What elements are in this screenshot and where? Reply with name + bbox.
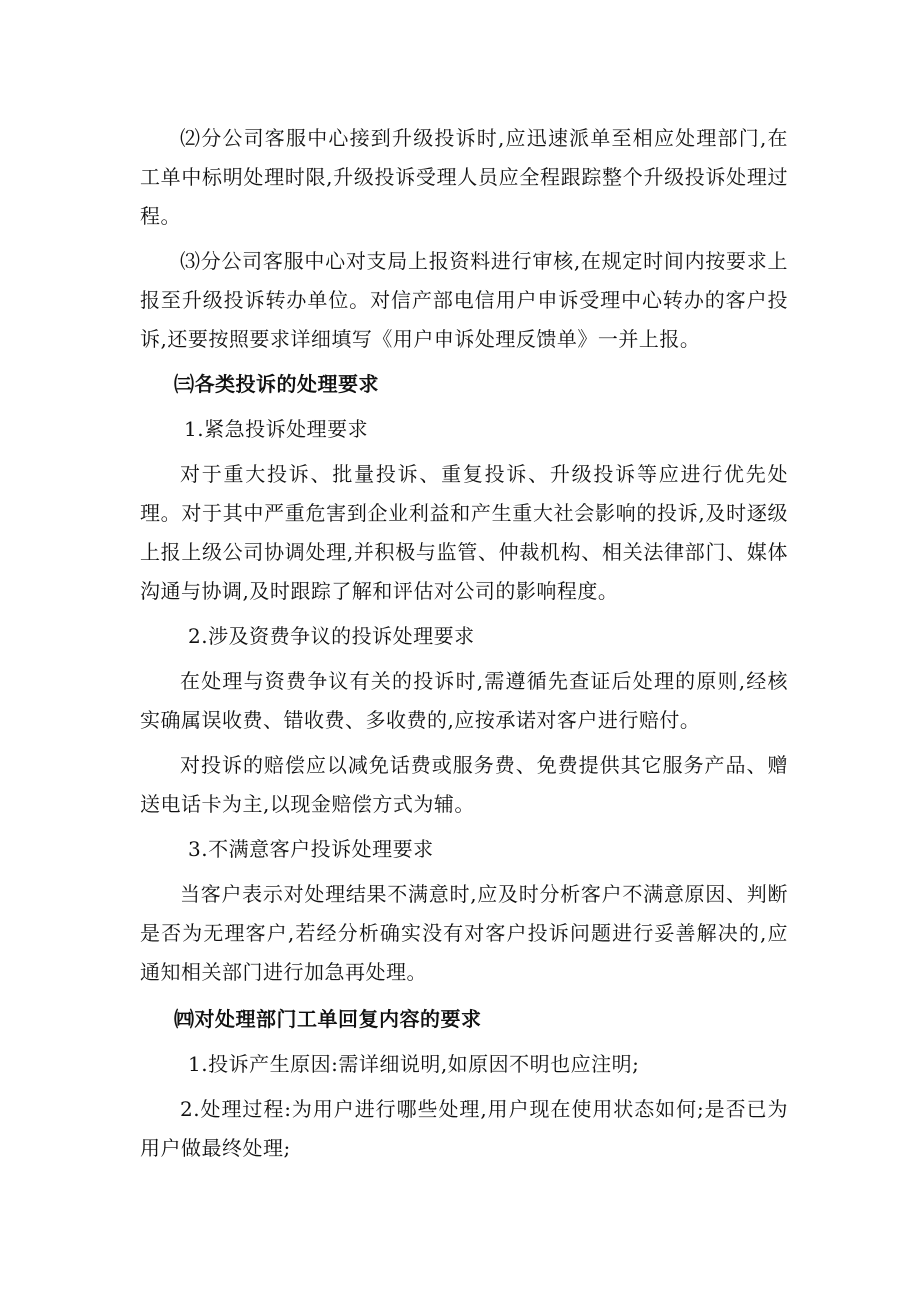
paragraph-urgent-complaints: 对于重大投诉、批量投诉、重复投诉、升级投诉等应进行优先处理。对于其中严重危害到企业利益和产生重大社会影响的投诉,及时逐级上报上级公司协调处理,并积极与监管、仲裁机构、相关法律部门、媒体沟通与协调,及时跟踪了解和评估对公司的影响程度。 [140, 462, 788, 603]
paragraph-unsatisfied-customers: 当客户表示对处理结果不满意时,应及时分析客户不满意原因、判断是否为无理客户,若经分析确实没有对客户投诉问题进行妥善解决的,应通知相关部门进行加急再处理。 [140, 882, 788, 984]
subheading-unsatisfied-customers: 3.不满意客户投诉处理要求 [188, 837, 434, 861]
paragraph-tariff-disputes: 在处理与资费争议有关的投诉时,需遵循先查证后处理的原则,经核实确属误收费、错收费、多收费的,应按承诺对客户进行赔付。 [140, 669, 788, 732]
section-heading-work-order-reply: ㈣对处理部门工单回复内容的要求 [174, 1007, 482, 1031]
subheading-tariff-disputes: 2.涉及资费争议的投诉处理要求 [188, 624, 475, 648]
section-heading-complaint-requirements: ㈢各类投诉的处理要求 [174, 372, 379, 396]
paragraph-compensation: 对投诉的赔偿应以减免话费或服务费、免费提供其它服务产品、赠送电话卡为主,以现金赔偿方式为辅。 [140, 753, 788, 816]
paragraph-upgrade-dispatch: ⑵分公司客服中心接到升级投诉时,应迅速派单至相应处理部门,在工单中标明处理时限,升级投诉受理人员应全程跟踪整个升级投诉处理过程。 [140, 126, 788, 228]
subheading-urgent-complaints: 1.紧急投诉处理要求 [184, 417, 369, 441]
paragraph-upgrade-review: ⑶分公司客服中心对支局上报资料进行审核,在规定时间内按要求上报至升级投诉转办单位。对信产部电信用户申诉受理中心转办的客户投诉,还要按照要求详细填写《用户申诉处理反馈单》一并上报。 [140, 249, 788, 351]
list-item-handling-process: 2.处理过程:为用户进行哪些处理,用户现在使用状态如何;是否已为用户做最终处理; [140, 1097, 788, 1160]
document-body [140, 119, 788, 1168]
list-item-complaint-cause: 1.投诉产生原因:需详细说明,如原因不明也应注明; [188, 1052, 640, 1076]
